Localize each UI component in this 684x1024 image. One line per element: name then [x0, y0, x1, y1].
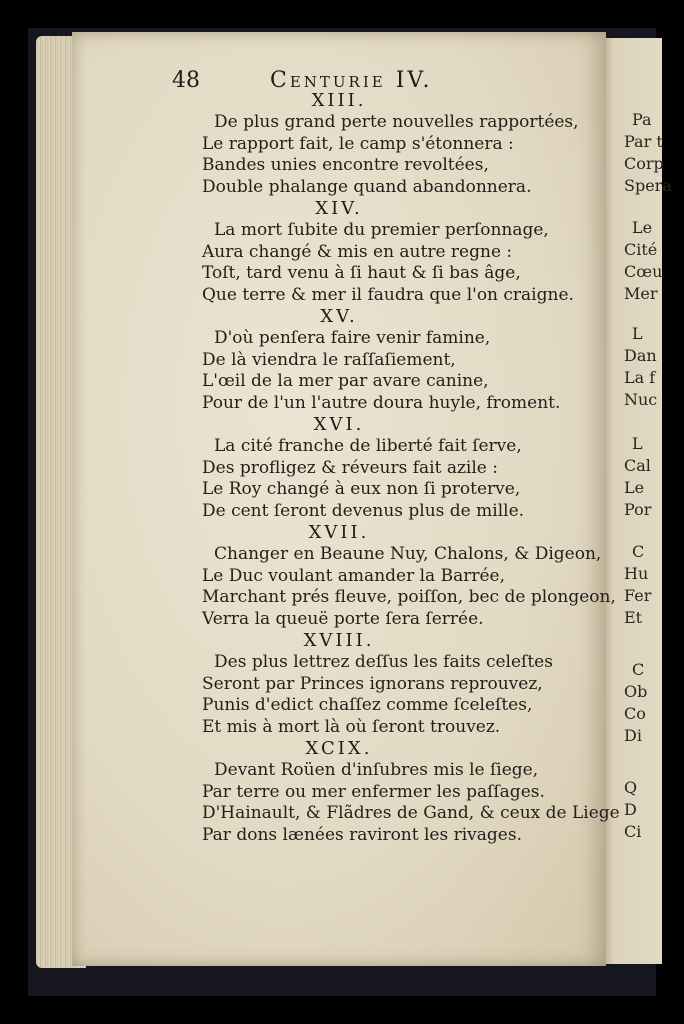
verse-line: Aura changé & mis en autre regne :: [202, 241, 513, 262]
verse-line: Et mis à mort là où ſeront trouvez.: [202, 716, 501, 737]
facing-page-fragment: Q: [624, 778, 638, 797]
verse-line: Marchant prés fleuve, poiſſon, bec de plongeon,: [202, 587, 616, 607]
facing-page-fragment: Cité: [624, 240, 658, 259]
facing-page-fragment: L: [632, 324, 643, 343]
facing-page-fragment: La f: [624, 368, 656, 387]
facing-page-fragment: Mer: [624, 284, 658, 303]
quatrain-number: XVII.: [308, 522, 370, 543]
verse-line: La mort ſubite du premier perſonnage,: [214, 220, 549, 240]
verse-line: De là viendra le raſſaſiement,: [202, 349, 456, 370]
page-number: 48: [172, 68, 200, 93]
quatrain-number: XVI.: [313, 414, 365, 435]
verse-line: Double phalange quand abandonnera.: [202, 176, 532, 197]
verse-line: Le rapport fait, le camp s'étonnera :: [202, 133, 514, 154]
verse-line: Que terre & mer il faudra que l'on craigne.: [202, 284, 574, 305]
facing-page-fragment: Hu: [624, 564, 649, 583]
facing-page-fragment: Co: [624, 704, 646, 723]
facing-page-fragment: Pa: [632, 110, 652, 129]
verse-line: Pour de l'un l'autre doura huyle, froment.: [202, 392, 561, 413]
verse-line: D'Hainault, & Flãdres de Gand, & ceux de Liege: [202, 803, 620, 823]
facing-page-fragment: Corp: [624, 154, 664, 173]
facing-page-fragment: Le: [624, 478, 645, 497]
running-title: Centurie IV.: [270, 68, 433, 93]
facing-page-fragment: Fer: [624, 586, 652, 605]
facing-page-fragment: Di: [624, 726, 642, 745]
facing-page-fragment: Por: [624, 500, 652, 519]
facing-page-fragment: L: [632, 434, 643, 453]
verse-line: Toſt, tard venu à ſi haut & ſi bas âge,: [202, 263, 521, 283]
facing-page: [602, 38, 672, 964]
facing-page-fragment: Nuc: [624, 390, 658, 409]
verse-line: D'où penſera faire venir famine,: [214, 328, 491, 348]
facing-page-fragment: Le: [632, 218, 653, 237]
facing-page-fragment: C: [632, 660, 645, 679]
quatrain-number: XV.: [320, 306, 358, 327]
quatrain-number: XVIII.: [303, 630, 375, 651]
verse-line: Changer en Beaune Nuy, Chalons, & Digeon,: [214, 544, 602, 564]
verse-line: De plus grand perte nouvelles rapportées,: [214, 112, 579, 132]
verse-line: Des plus lettrez deſſus les faits celeſtes: [214, 652, 553, 672]
verse-line: Le Roy changé à eux non ſi proterve,: [202, 479, 521, 499]
verse-line: Des profligez & réveurs fait azile :: [202, 457, 498, 478]
verse-line: Le Duc voulant amander la Barrée,: [202, 565, 505, 586]
facing-page-fragment: Dan: [624, 346, 657, 365]
facing-page-fragment: C: [632, 542, 645, 561]
facing-page-fragment: Ob: [624, 682, 648, 701]
book-page: [72, 32, 620, 966]
verse-line: De cent ſeront devenus plus de mille.: [202, 500, 525, 521]
facing-page-fragment: Par t: [624, 132, 663, 151]
facing-page-fragment: Et: [624, 608, 643, 627]
scanned-book-spread: [28, 28, 672, 996]
quatrain-number: XIV.: [315, 198, 363, 219]
verse-line: Par dons lænées raviront les rivages.: [202, 824, 522, 845]
verse-line: Devant Roüen d'inſubres mis le ſiege,: [214, 760, 539, 780]
verse-line: La cité franche de liberté fait ſerve,: [214, 436, 522, 456]
facing-page-fragment: Spera: [624, 176, 672, 195]
facing-page-fragment: Cœu: [624, 262, 663, 281]
verse-line: Punis d'edict chaſſez comme ſceleſtes,: [202, 695, 533, 715]
verse-line: Bandes unies encontre revoltées,: [202, 155, 489, 175]
verse-line: L'œil de la mer par avare canine,: [202, 371, 489, 391]
verse-line: Seront par Princes ignorans reprouvez,: [202, 673, 543, 694]
facing-page-fragment: Cal: [624, 456, 651, 475]
facing-page-fragment: Ci: [624, 822, 642, 841]
facing-page-fragment: D: [624, 800, 637, 819]
quatrain-number: XCIX.: [305, 738, 373, 759]
verse-line: Verra la queuë porte ſera ſerrée.: [202, 608, 484, 629]
verse-line: Par terre ou mer enfermer les paſſages.: [202, 781, 545, 802]
quatrain-number: XIII.: [311, 90, 367, 111]
